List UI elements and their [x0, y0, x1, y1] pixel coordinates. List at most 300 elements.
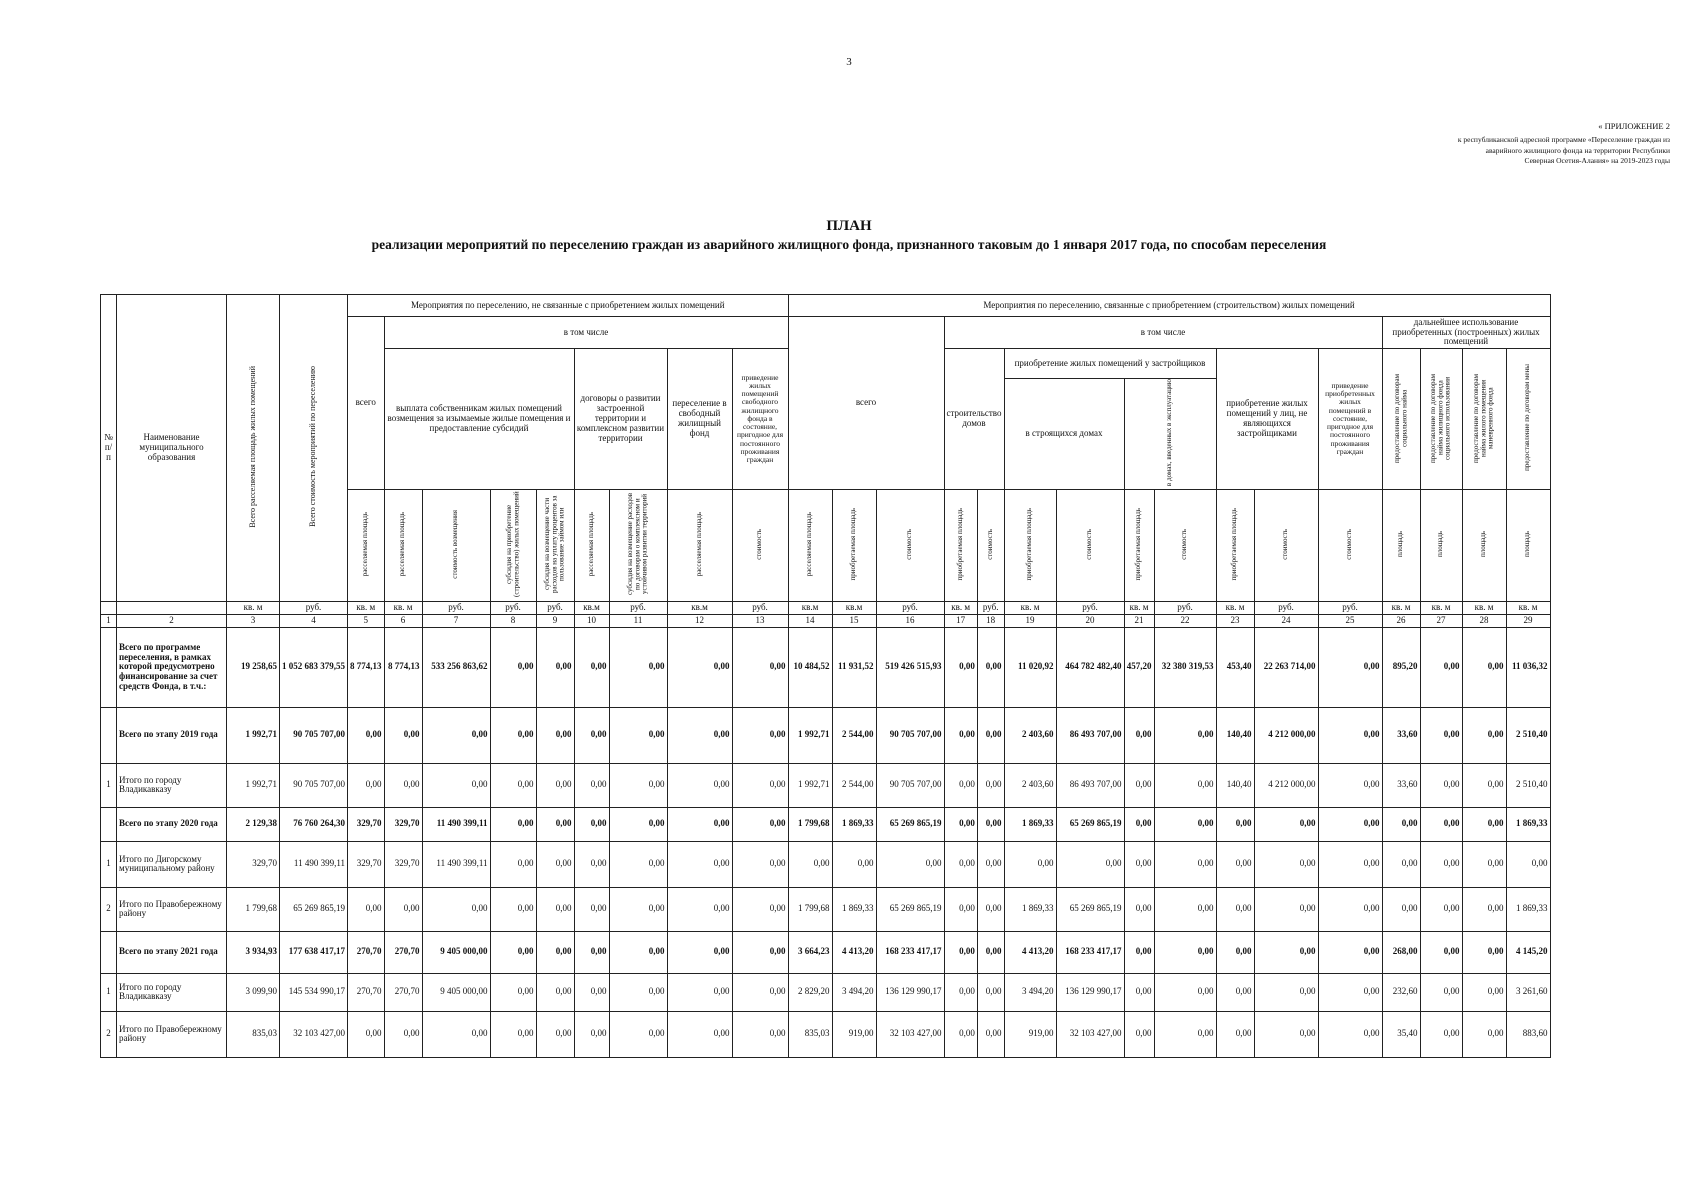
row-value-col-6: 0,00	[384, 763, 422, 807]
column-number-3: 3	[227, 614, 280, 627]
header-dalneishee: дальнейшее использование приобретенных (построенных) жилых помещений	[1382, 317, 1550, 349]
row-np: 1	[101, 973, 117, 1011]
table-row	[101, 763, 1551, 807]
row-value-col-6: 8 774,13	[384, 627, 422, 707]
row-value-col-26: 0,00	[1382, 841, 1420, 887]
row-value-col-20: 464 782 482,40	[1056, 627, 1124, 707]
row-value-col-12: 0,00	[667, 627, 732, 707]
sub-header-text: приобретаемая площадь	[1134, 507, 1143, 581]
sub-header-text: площадь	[1523, 531, 1532, 557]
row-value-col-14: 10 484,52	[788, 627, 832, 707]
header-pred-sots-text: предоставление по договорам социального найма	[1392, 373, 1408, 463]
row-value-col-21: 0,00	[1124, 973, 1154, 1011]
unit-col-19: кв. м	[1004, 601, 1056, 614]
row-value-col-17: 0,00	[944, 887, 977, 931]
sub-header-text: стоимость	[1281, 528, 1290, 560]
column-number-4: 4	[280, 614, 348, 627]
row-value-col-18: 0,00	[977, 707, 1004, 763]
sub-header-col-26	[1382, 490, 1420, 602]
row-value-col-11: 0,00	[609, 973, 667, 1011]
sub-header-text: площадь	[1396, 531, 1405, 557]
sub-header-text: субсидия на возмещение расходов по договорам о комплексном и устойчивом развитии территорий	[625, 492, 649, 596]
unit-col-8: руб.	[490, 601, 536, 614]
row-value-col-15: 1 869,33	[832, 887, 876, 931]
sub-header-col-5	[348, 490, 385, 602]
row-value-col-6: 0,00	[384, 1011, 422, 1057]
row-value-col-9: 0,00	[536, 707, 574, 763]
sub-header-text: субсидия на приобретение (строительство) жилых помещений	[504, 491, 520, 597]
header-v-tom-chisle-2: в том числе	[944, 317, 1382, 349]
row-value-col-26: 0,00	[1382, 807, 1420, 841]
appendix-line-1: « ПРИЛОЖЕНИЕ 2	[1598, 121, 1670, 131]
row-value-col-3: 1 992,71	[227, 707, 280, 763]
row-value-col-11: 0,00	[609, 627, 667, 707]
row-name: Всего по программе переселения, в рамках которой предусмотрено финансирование за счет средств Фонда, в т.ч.:	[117, 627, 227, 707]
row-value-col-10: 0,00	[574, 627, 609, 707]
row-value-col-17: 0,00	[944, 707, 977, 763]
column-number-22: 22	[1154, 614, 1216, 627]
row-value-col-18: 0,00	[977, 763, 1004, 807]
column-number-19: 19	[1004, 614, 1056, 627]
header-pred-sots	[1382, 349, 1420, 490]
row-np: 1	[101, 841, 117, 887]
column-number-28: 28	[1462, 614, 1506, 627]
row-value-col-4: 1 052 683 379,55	[280, 627, 348, 707]
row-value-col-21: 0,00	[1124, 931, 1154, 973]
row-value-col-19: 919,00	[1004, 1011, 1056, 1057]
header-vsego-2: всего	[788, 317, 944, 490]
row-value-col-12: 0,00	[667, 807, 732, 841]
row-value-col-19: 11 020,92	[1004, 627, 1056, 707]
row-name: Итого по Правобережному району	[117, 887, 227, 931]
row-value-col-13: 0,00	[732, 627, 788, 707]
column-number-8: 8	[490, 614, 536, 627]
sub-header-text: стоимость	[1180, 528, 1189, 560]
row-value-col-26: 268,00	[1382, 931, 1420, 973]
row-value-col-24: 4 212 000,00	[1254, 707, 1318, 763]
sub-header-col-14	[788, 490, 832, 602]
row-value-col-18: 0,00	[977, 1011, 1004, 1057]
row-value-col-29: 883,60	[1506, 1011, 1550, 1057]
column-number-23: 23	[1216, 614, 1254, 627]
sub-header-col-23	[1216, 490, 1254, 602]
sub-header-text: приобретаемая площадь	[1025, 507, 1034, 581]
unit-col-10: кв.м	[574, 601, 609, 614]
row-np: 1	[101, 763, 117, 807]
row-value-col-16: 0,00	[876, 841, 944, 887]
row-value-col-21: 0,00	[1124, 887, 1154, 931]
sub-header-col-18	[977, 490, 1004, 602]
row-value-col-10: 0,00	[574, 707, 609, 763]
row-value-col-6: 329,70	[384, 807, 422, 841]
row-value-col-13: 0,00	[732, 763, 788, 807]
units-row	[101, 601, 1551, 614]
row-value-col-12: 0,00	[667, 931, 732, 973]
row-value-col-12: 0,00	[667, 973, 732, 1011]
row-value-col-12: 0,00	[667, 887, 732, 931]
row-value-col-5: 0,00	[348, 707, 385, 763]
header-v-domakh-vvedennykh	[1124, 379, 1216, 490]
row-value-col-20: 0,00	[1056, 841, 1124, 887]
row-value-col-20: 86 493 707,00	[1056, 763, 1124, 807]
column-number-15: 15	[832, 614, 876, 627]
row-value-col-9: 0,00	[536, 807, 574, 841]
column-number-row	[101, 614, 1551, 627]
row-value-col-24: 4 212 000,00	[1254, 763, 1318, 807]
sub-header-text: приобретаемая площадь	[955, 507, 964, 581]
sub-header-col-16	[876, 490, 944, 602]
unit-col-18: руб.	[977, 601, 1004, 614]
row-value-col-19: 1 869,33	[1004, 807, 1056, 841]
table-row	[101, 887, 1551, 931]
row-value-col-11: 0,00	[609, 763, 667, 807]
row-value-col-27: 0,00	[1420, 627, 1462, 707]
row-value-col-3: 3 934,93	[227, 931, 280, 973]
row-value-col-28: 0,00	[1462, 1011, 1506, 1057]
row-np: 2	[101, 887, 117, 931]
header-pred-man	[1462, 349, 1506, 490]
row-value-col-8: 0,00	[490, 707, 536, 763]
row-value-col-6: 270,70	[384, 931, 422, 973]
row-value-col-26: 0,00	[1382, 887, 1420, 931]
row-value-col-24: 0,00	[1254, 841, 1318, 887]
row-value-col-10: 0,00	[574, 931, 609, 973]
row-value-col-15: 2 544,00	[832, 763, 876, 807]
sub-header-col-20	[1056, 490, 1124, 602]
row-value-col-10: 0,00	[574, 1011, 609, 1057]
row-np	[101, 627, 117, 707]
row-value-col-17: 0,00	[944, 973, 977, 1011]
header-v-tom-chisle-1: в том числе	[384, 317, 788, 349]
row-value-col-27: 0,00	[1420, 707, 1462, 763]
unit-col-28: кв. м	[1462, 601, 1506, 614]
unit-col-6: кв. м	[384, 601, 422, 614]
row-value-col-16: 90 705 707,00	[876, 707, 944, 763]
column-number-5: 5	[348, 614, 385, 627]
column-number-14: 14	[788, 614, 832, 627]
row-value-col-6: 329,70	[384, 841, 422, 887]
header-v-stroyashchikhsya: в строящихся домах	[1004, 379, 1124, 490]
column-number-25: 25	[1318, 614, 1382, 627]
row-value-col-15: 1 869,33	[832, 807, 876, 841]
sub-header-text: стоимость	[1345, 528, 1354, 560]
unit-col-15: кв.м	[832, 601, 876, 614]
row-value-col-23: 0,00	[1216, 931, 1254, 973]
row-value-col-15: 919,00	[832, 1011, 876, 1057]
row-name: Итого по городу Владикавказу	[117, 973, 227, 1011]
row-value-col-7: 533 256 863,62	[422, 627, 490, 707]
row-value-col-24: 0,00	[1254, 807, 1318, 841]
row-value-col-8: 0,00	[490, 973, 536, 1011]
row-value-col-21: 457,20	[1124, 627, 1154, 707]
row-value-col-21: 0,00	[1124, 841, 1154, 887]
column-number-2: 2	[117, 614, 227, 627]
row-value-col-9: 0,00	[536, 763, 574, 807]
row-value-col-19: 2 403,60	[1004, 763, 1056, 807]
row-value-col-24: 0,00	[1254, 887, 1318, 931]
row-value-col-12: 0,00	[667, 763, 732, 807]
sub-header-text: субсидия на возмещение части расходов на уплату процентов за пользование займом или	[542, 495, 566, 593]
row-value-col-14: 2 829,20	[788, 973, 832, 1011]
row-value-col-19: 2 403,60	[1004, 707, 1056, 763]
row-value-col-23: 0,00	[1216, 807, 1254, 841]
row-value-col-24: 0,00	[1254, 931, 1318, 973]
column-number-13: 13	[732, 614, 788, 627]
row-value-col-26: 33,60	[1382, 707, 1420, 763]
row-value-col-25: 0,00	[1318, 763, 1382, 807]
column-number-11: 11	[609, 614, 667, 627]
row-value-col-22: 32 380 319,53	[1154, 627, 1216, 707]
sub-header-text: площадь	[1436, 531, 1445, 557]
row-value-col-16: 65 269 865,19	[876, 807, 944, 841]
row-value-col-16: 519 426 515,93	[876, 627, 944, 707]
row-value-col-20: 65 269 865,19	[1056, 887, 1124, 931]
row-value-col-19: 1 869,33	[1004, 887, 1056, 931]
row-value-col-14: 835,03	[788, 1011, 832, 1057]
row-value-col-18: 0,00	[977, 841, 1004, 887]
row-value-col-29: 11 036,32	[1506, 627, 1550, 707]
row-value-col-28: 0,00	[1462, 627, 1506, 707]
row-value-col-29: 4 145,20	[1506, 931, 1550, 973]
row-value-col-23: 0,00	[1216, 887, 1254, 931]
sub-header-col-12	[667, 490, 732, 602]
row-value-col-11: 0,00	[609, 931, 667, 973]
row-value-col-22: 0,00	[1154, 931, 1216, 973]
unit-col-22: руб.	[1154, 601, 1216, 614]
row-value-col-10: 0,00	[574, 973, 609, 1011]
row-name: Итого по Дигорскому муниципальному району	[117, 841, 227, 887]
unit-col-3: кв. м	[227, 601, 280, 614]
row-value-col-15: 2 544,00	[832, 707, 876, 763]
sub-header-col-27	[1420, 490, 1462, 602]
row-value-col-14: 1 992,71	[788, 763, 832, 807]
row-value-col-12: 0,00	[667, 707, 732, 763]
row-value-col-29: 0,00	[1506, 841, 1550, 887]
row-value-col-26: 232,60	[1382, 973, 1420, 1011]
row-value-col-28: 0,00	[1462, 807, 1506, 841]
row-value-col-11: 0,00	[609, 841, 667, 887]
column-number-10: 10	[574, 614, 609, 627]
row-value-col-13: 0,00	[732, 841, 788, 887]
row-value-col-16: 65 269 865,19	[876, 887, 944, 931]
row-value-col-3: 1 799,68	[227, 887, 280, 931]
column-number-7: 7	[422, 614, 490, 627]
column-number-24: 24	[1254, 614, 1318, 627]
header-pereselenie-svobodny: переселение в свободный жилищный фонд	[667, 349, 732, 490]
sub-header-col-22	[1154, 490, 1216, 602]
row-value-col-23: 0,00	[1216, 841, 1254, 887]
row-value-col-28: 0,00	[1462, 707, 1506, 763]
row-np	[101, 707, 117, 763]
document-title: ПЛАН	[826, 218, 872, 234]
header-total-area-text: Всего расселяемая площадь жилых помещений	[247, 365, 257, 528]
row-value-col-8: 0,00	[490, 627, 536, 707]
row-value-col-5: 329,70	[348, 841, 385, 887]
header-pred-meny-text: предоставление по договорам мены	[1523, 364, 1532, 471]
row-value-col-6: 0,00	[384, 707, 422, 763]
row-value-col-14: 0,00	[788, 841, 832, 887]
unit-empty	[117, 601, 227, 614]
row-value-col-22: 0,00	[1154, 763, 1216, 807]
row-value-col-29: 1 869,33	[1506, 887, 1550, 931]
row-value-col-29: 1 869,33	[1506, 807, 1550, 841]
row-value-col-13: 0,00	[732, 887, 788, 931]
unit-col-9: руб.	[536, 601, 574, 614]
appendix-line-3: аварийного жилищного фонда на территории Республики	[1485, 145, 1670, 155]
sub-header-col-15	[832, 490, 876, 602]
sub-header-col-19	[1004, 490, 1056, 602]
row-value-col-25: 0,00	[1318, 973, 1382, 1011]
row-value-col-5: 0,00	[348, 1011, 385, 1057]
sub-header-col-21	[1124, 490, 1154, 602]
row-value-col-21: 0,00	[1124, 707, 1154, 763]
header-group-not-related: Мероприятия по переселению, не связанные с приобретением жилых помещений	[348, 295, 789, 317]
row-value-col-20: 86 493 707,00	[1056, 707, 1124, 763]
row-value-col-9: 0,00	[536, 841, 574, 887]
header-total-cost-text: Всего стоимость мероприятий по переселению	[308, 366, 318, 527]
row-value-col-19: 3 494,20	[1004, 973, 1056, 1011]
row-value-col-8: 0,00	[490, 841, 536, 887]
sub-header-col-6	[384, 490, 422, 602]
row-value-col-10: 0,00	[574, 763, 609, 807]
page-number: 3	[846, 56, 852, 68]
row-value-col-27: 0,00	[1420, 841, 1462, 887]
row-value-col-29: 2 510,40	[1506, 707, 1550, 763]
row-value-col-17: 0,00	[944, 1011, 977, 1057]
unit-col-20: руб.	[1056, 601, 1124, 614]
unit-col-21: кв. м	[1124, 601, 1154, 614]
column-number-18: 18	[977, 614, 1004, 627]
row-value-col-23: 140,40	[1216, 763, 1254, 807]
row-value-col-9: 0,00	[536, 931, 574, 973]
row-np	[101, 807, 117, 841]
row-value-col-21: 0,00	[1124, 807, 1154, 841]
sub-header-col-17	[944, 490, 977, 602]
sub-header-col-24	[1254, 490, 1318, 602]
row-value-col-21: 0,00	[1124, 763, 1154, 807]
row-value-col-13: 0,00	[732, 1011, 788, 1057]
sub-header-text: стоимость	[1085, 528, 1094, 560]
row-value-col-25: 0,00	[1318, 887, 1382, 931]
row-value-col-19: 4 413,20	[1004, 931, 1056, 973]
row-name: Всего по этапу 2021 года	[117, 931, 227, 973]
row-value-col-12: 0,00	[667, 841, 732, 887]
table-row	[101, 841, 1551, 887]
appendix-line-4: Северная Осетия-Алания» на 2019-2023 годы	[1524, 155, 1670, 165]
row-value-col-18: 0,00	[977, 627, 1004, 707]
row-value-col-7: 0,00	[422, 763, 490, 807]
row-value-col-27: 0,00	[1420, 1011, 1462, 1057]
sub-header-col-7	[422, 490, 490, 602]
row-value-col-5: 270,70	[348, 973, 385, 1011]
unit-col-25: руб.	[1318, 601, 1382, 614]
row-value-col-20: 32 103 427,00	[1056, 1011, 1124, 1057]
row-value-col-26: 33,60	[1382, 763, 1420, 807]
row-value-col-27: 0,00	[1420, 807, 1462, 841]
unit-col-16: руб.	[876, 601, 944, 614]
row-value-col-5: 0,00	[348, 887, 385, 931]
row-value-col-8: 0,00	[490, 807, 536, 841]
header-group-related: Мероприятия по переселению, связанные с приобретением (строительством) жилых помещений	[788, 295, 1550, 317]
header-pred-spets-text: предоставление по договорам найма жилищного фонда социального использования	[1428, 373, 1452, 463]
row-value-col-4: 90 705 707,00	[280, 763, 348, 807]
row-value-col-4: 76 760 264,30	[280, 807, 348, 841]
row-value-col-22: 0,00	[1154, 887, 1216, 931]
row-value-col-19: 0,00	[1004, 841, 1056, 887]
row-value-col-18: 0,00	[977, 807, 1004, 841]
table-row	[101, 807, 1551, 841]
row-value-col-3: 2 129,38	[227, 807, 280, 841]
sub-header-text: расселяемая площадь	[805, 511, 814, 577]
row-value-col-28: 0,00	[1462, 931, 1506, 973]
unit-col-13: руб.	[732, 601, 788, 614]
header-vyplata: выплата собственникам жилых помещений возмещения за изымаемые жилые помещения и предоставление субсидий	[384, 349, 574, 490]
column-number-1: 1	[101, 614, 117, 627]
row-value-col-3: 1 992,71	[227, 763, 280, 807]
row-value-col-27: 0,00	[1420, 763, 1462, 807]
unit-col-17: кв. м	[944, 601, 977, 614]
row-value-col-4: 90 705 707,00	[280, 707, 348, 763]
row-value-col-18: 0,00	[977, 887, 1004, 931]
row-value-col-13: 0,00	[732, 707, 788, 763]
row-value-col-22: 0,00	[1154, 707, 1216, 763]
table-body	[101, 627, 1551, 1057]
row-value-col-3: 3 099,90	[227, 973, 280, 1011]
row-value-col-11: 0,00	[609, 807, 667, 841]
unit-col-27: кв. м	[1420, 601, 1462, 614]
row-value-col-4: 65 269 865,19	[280, 887, 348, 931]
row-value-col-3: 835,03	[227, 1011, 280, 1057]
row-value-col-10: 0,00	[574, 841, 609, 887]
column-number-26: 26	[1382, 614, 1420, 627]
sub-header-col-25	[1318, 490, 1382, 602]
sub-header-text: площадь	[1479, 531, 1488, 557]
table-row	[101, 973, 1551, 1011]
row-value-col-29: 3 261,60	[1506, 973, 1550, 1011]
sub-header-text: стоимость	[985, 528, 994, 560]
row-value-col-25: 0,00	[1318, 931, 1382, 973]
column-number-12: 12	[667, 614, 732, 627]
row-value-col-27: 0,00	[1420, 931, 1462, 973]
row-name: Итого по городу Владикавказу	[117, 763, 227, 807]
row-value-col-27: 0,00	[1420, 973, 1462, 1011]
row-value-col-22: 0,00	[1154, 807, 1216, 841]
document-subtitle: реализации мероприятий по переселению граждан из аварийного жилищного фонда, признанного таковым до 1 января 2017 года, по способам переселения	[371, 237, 1327, 252]
row-value-col-21: 0,00	[1124, 1011, 1154, 1057]
row-value-col-25: 0,00	[1318, 627, 1382, 707]
table-row	[101, 931, 1551, 973]
row-value-col-12: 0,00	[667, 1011, 732, 1057]
header-v-domakh-vvedennykh-text: в домах, введенных в эксплуатацию	[1165, 379, 1174, 487]
row-value-col-9: 0,00	[536, 973, 574, 1011]
row-value-col-5: 0,00	[348, 763, 385, 807]
column-number-29: 29	[1506, 614, 1550, 627]
sub-header-text: стоимость	[905, 528, 914, 560]
table-row	[101, 627, 1551, 707]
row-value-col-7: 9 405 000,00	[422, 973, 490, 1011]
appendix-note	[1380, 121, 1670, 166]
row-value-col-24: 0,00	[1254, 1011, 1318, 1057]
row-value-col-16: 136 129 990,17	[876, 973, 944, 1011]
row-value-col-4: 11 490 399,11	[280, 841, 348, 887]
sub-header-col-28	[1462, 490, 1506, 602]
sub-header-text: расселяемая площадь	[398, 511, 407, 577]
row-value-col-20: 168 233 417,17	[1056, 931, 1124, 973]
sub-header-text: стоимость возмещения	[451, 509, 460, 579]
header-priobretenie-zastr: приобретение жилых помещений у застройщиков	[1004, 349, 1216, 379]
row-value-col-9: 0,00	[536, 887, 574, 931]
resettlement-plan-table	[100, 294, 1551, 1058]
